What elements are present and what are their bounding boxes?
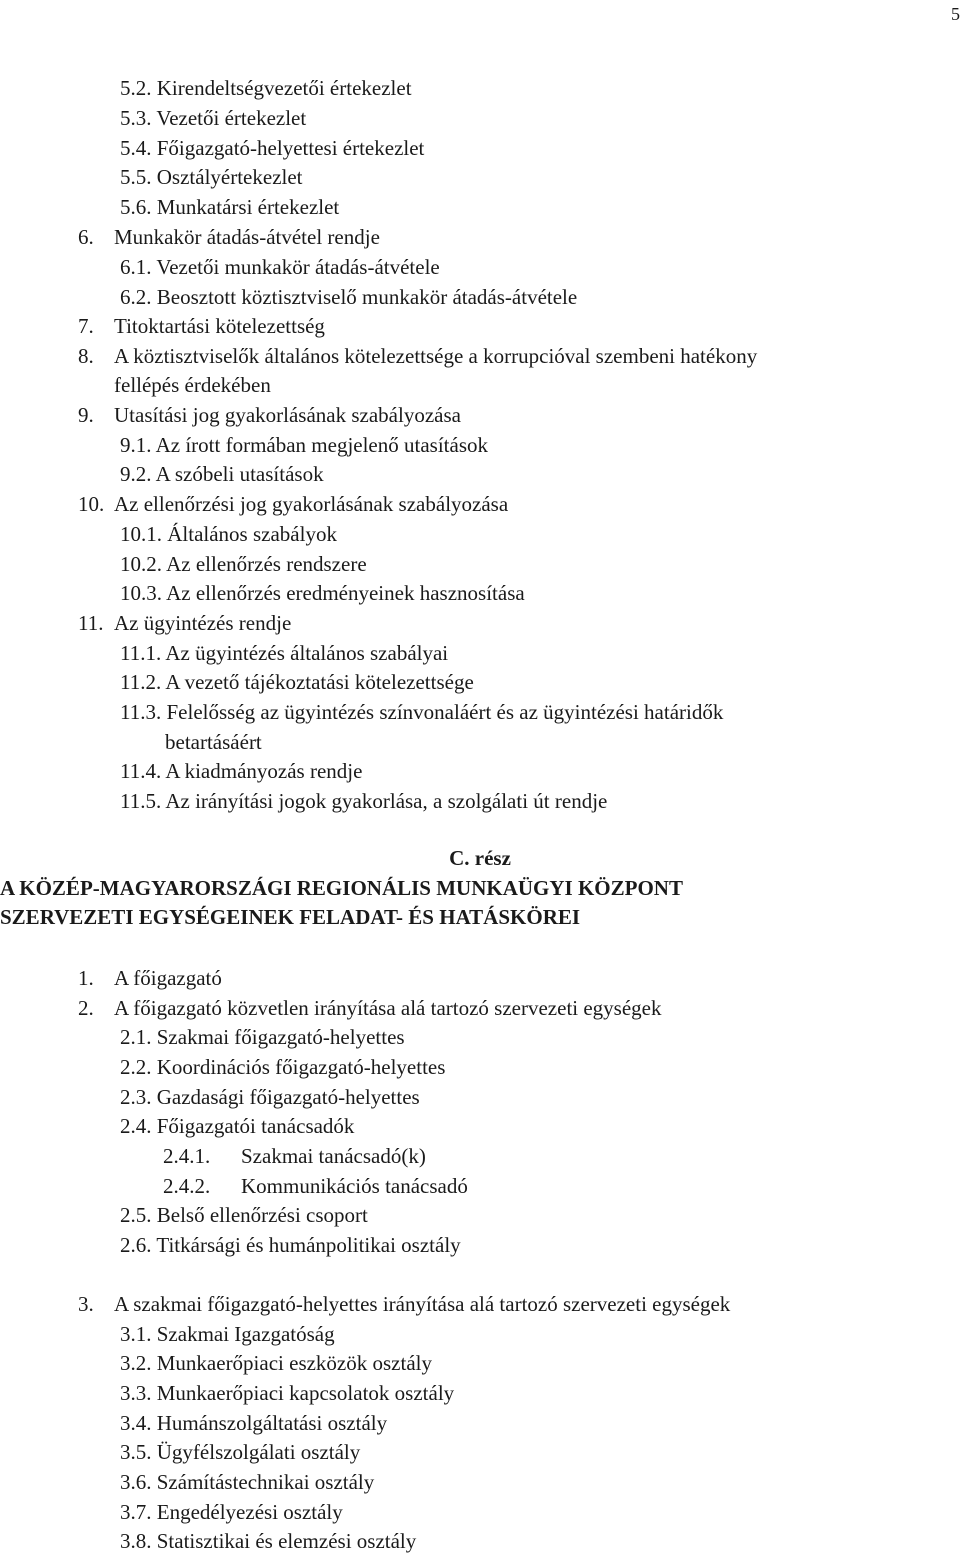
toc-line	[78, 343, 757, 369]
toc-line-text: Főigazgató-helyettesi értekezlet	[156, 136, 425, 160]
toc-line-text: Az írott formában megjelenő utasítások	[155, 433, 488, 457]
org-line-text: Munkaerőpiaci kapcsolatok osztály	[156, 1381, 455, 1405]
org-line-text: Kommunikációs tanácsadó	[241, 1174, 468, 1198]
toc-line	[120, 551, 367, 577]
toc-line-text: Titoktartási kötelezettség	[114, 314, 325, 338]
org-line	[120, 1528, 416, 1554]
toc-line-number: 5.5.	[120, 165, 152, 189]
toc-line-number: 6.	[78, 225, 94, 249]
toc-line-number: 9.	[78, 403, 94, 427]
org-line-number: 3.5.	[120, 1440, 152, 1464]
toc-line-number: 9.1.	[120, 433, 152, 457]
toc-line	[78, 610, 291, 636]
toc-line-number: 10.3.	[120, 581, 162, 605]
org-line-text: Ügyfélszolgálati osztály	[156, 1440, 361, 1464]
org-line-number: 1.	[78, 966, 94, 990]
toc-line-number: 5.6.	[120, 195, 152, 219]
org-line	[163, 1173, 468, 1199]
toc-line-number: 8.	[78, 344, 94, 368]
toc-line	[120, 580, 525, 606]
org-line-number: 2.4.	[120, 1114, 152, 1138]
toc-line-text: A kiadmányozás rendje	[165, 759, 363, 783]
toc-line-text: Kirendeltségvezetői értekezlet	[156, 76, 412, 100]
org-line-number: 2.4.2.	[163, 1174, 211, 1198]
part-title: C. rész	[449, 846, 511, 870]
toc-line	[78, 313, 325, 339]
toc-line	[120, 521, 337, 547]
org-line-text: A főigazgató közvetlen irányítása alá tartozó szervezeti egységek	[114, 996, 662, 1020]
toc-line	[114, 372, 271, 398]
toc-line	[120, 788, 607, 814]
org-line	[78, 995, 662, 1021]
toc-line-number: 11.1.	[120, 641, 162, 665]
org-line-number: 2.3.	[120, 1085, 152, 1109]
org-line	[120, 1113, 354, 1139]
toc-line	[120, 254, 440, 280]
org-line-text: Humánszolgáltatási osztály	[156, 1411, 388, 1435]
org-line-number: 2.5.	[120, 1203, 152, 1227]
org-line	[120, 1054, 445, 1080]
org-line	[120, 1499, 343, 1525]
toc-line-number: 11.	[78, 611, 104, 635]
toc-line-text: Munkatársi értekezlet	[156, 195, 340, 219]
org-line-text: Szakmai tanácsadó(k)	[241, 1144, 426, 1168]
toc-line	[78, 224, 380, 250]
org-line-text: Koordinációs főigazgató-helyettes	[156, 1055, 446, 1079]
toc-line-text: Általános szabályok	[167, 522, 337, 546]
org-line-number: 3.7.	[120, 1500, 152, 1524]
toc-line-text: A vezető tájékoztatási kötelezettsége	[165, 670, 474, 694]
part-heading-line-2: SZERVEZETI EGYSÉGEINEK FELADAT- ÉS HATÁSKÖREI	[0, 905, 581, 929]
org-line-text: A szakmai főigazgató-helyettes irányítása alá tartozó szervezeti egységek	[114, 1292, 731, 1316]
org-line-text: Szakmai főigazgató-helyettes	[156, 1025, 405, 1049]
org-line-number: 3.4.	[120, 1411, 152, 1435]
org-line-number: 3.1.	[120, 1322, 152, 1346]
org-line-text: Titkársági és humánpolitikai osztály	[156, 1233, 461, 1257]
toc-line	[78, 491, 508, 517]
org-line-number: 2.4.1.	[163, 1144, 211, 1168]
toc-line	[120, 669, 474, 695]
org-line	[120, 1410, 387, 1436]
org-line-number: 2.	[78, 996, 94, 1020]
toc-line	[120, 640, 448, 666]
org-line-number: 3.6.	[120, 1470, 152, 1494]
toc-line-text: A köztisztviselők általános kötelezettsége a korrupcióval szembeni hatékony	[114, 344, 758, 368]
toc-line-number: 7.	[78, 314, 94, 338]
toc-line-text: Munkakör átadás-átvétel rendje	[114, 225, 380, 249]
org-line-number: 3.8.	[120, 1529, 152, 1553]
toc-line	[78, 402, 461, 428]
org-line-number: 2.2.	[120, 1055, 152, 1079]
org-line	[120, 1350, 432, 1376]
toc-line-number: 11.2.	[120, 670, 162, 694]
org-line-text: Statisztikai és elemzési osztály	[156, 1529, 417, 1553]
toc-line-number: 11.3.	[120, 700, 162, 724]
toc-line-text: Felelősség az ügyintézés színvonaláért és az ügyintézési határidők	[166, 700, 724, 724]
toc-line-text: Osztályértekezlet	[156, 165, 303, 189]
part-heading-line-1: A KÖZÉP-MAGYARORSZÁGI REGIONÁLIS MUNKAÜGYI KÖZPONT	[0, 876, 683, 900]
toc-line-number: 6.1.	[120, 255, 152, 279]
toc-line-text: Az ügyintézés általános szabályai	[165, 641, 449, 665]
toc-line	[120, 75, 412, 101]
toc-line-text: Utasítási jog gyakorlásának szabályozása	[114, 403, 461, 427]
toc-line-number: 9.2.	[120, 462, 152, 486]
org-line	[120, 1469, 374, 1495]
org-line-number: 3.	[78, 1292, 94, 1316]
toc-line-number: 10.	[78, 492, 105, 516]
toc-line-text: Vezetői értekezlet	[156, 106, 307, 130]
toc-line-number: 5.3.	[120, 106, 152, 130]
toc-line-text: Az ellenőrzési jog gyakorlásának szabályozása	[114, 492, 509, 516]
org-line-text: Engedélyezési osztály	[156, 1500, 343, 1524]
page-number: 5	[951, 4, 960, 24]
toc-line-number: 5.2.	[120, 76, 152, 100]
org-line	[120, 1232, 461, 1258]
org-line	[120, 1439, 360, 1465]
toc-line	[120, 284, 577, 310]
org-line	[120, 1380, 454, 1406]
toc-line-number: 5.4.	[120, 136, 152, 160]
toc-line	[120, 758, 362, 784]
toc-line	[120, 461, 324, 487]
toc-line-text: fellépés érdekében	[114, 373, 271, 397]
org-line	[120, 1321, 335, 1347]
toc-line-text: Vezetői munkakör átadás-átvétele	[156, 255, 440, 279]
toc-line-text: Az irányítási jogok gyakorlása, a szolgálati út rendje	[165, 789, 608, 813]
org-line	[120, 1084, 420, 1110]
org-line-text: Munkaerőpiaci eszközök osztály	[156, 1351, 432, 1375]
org-line-text: Számítástechnikai osztály	[156, 1470, 375, 1494]
toc-line	[120, 135, 424, 161]
toc-line-text: betartásáért	[165, 730, 262, 754]
toc-line	[120, 432, 488, 458]
org-line	[120, 1024, 405, 1050]
toc-line-number: 6.2.	[120, 285, 152, 309]
org-line-number: 3.3.	[120, 1381, 152, 1405]
org-line	[163, 1143, 426, 1169]
org-line	[78, 1291, 730, 1317]
toc-line-number: 10.1.	[120, 522, 162, 546]
toc-line-number: 11.5.	[120, 789, 162, 813]
org-line	[78, 965, 222, 991]
toc-line	[120, 699, 723, 725]
org-line-text: Főigazgatói tanácsadók	[156, 1114, 355, 1138]
toc-line	[120, 194, 339, 220]
toc-line	[120, 105, 306, 131]
org-line-text: Gazdasági főigazgató-helyettes	[156, 1085, 420, 1109]
org-line-number: 2.1.	[120, 1025, 152, 1049]
toc-line-number: 11.4.	[120, 759, 162, 783]
org-line-text: Belső ellenőrzési csoport	[156, 1203, 368, 1227]
toc-line-text: Az ellenőrzés rendszere	[166, 552, 367, 576]
toc-line	[165, 729, 262, 755]
toc-line-number: 10.2.	[120, 552, 162, 576]
toc-line-text: Az ellenőrzés eredményeinek hasznosítása	[166, 581, 525, 605]
toc-line-text: A szóbeli utasítások	[155, 462, 324, 486]
toc-line	[120, 164, 303, 190]
org-line	[120, 1202, 368, 1228]
toc-line-text: Beosztott köztisztviselő munkakör átadás-átvétele	[156, 285, 578, 309]
toc-line-text: Az ügyintézés rendje	[114, 611, 292, 635]
org-line-number: 2.6.	[120, 1233, 152, 1257]
org-line-text: A főigazgató	[114, 966, 222, 990]
org-line-number: 3.2.	[120, 1351, 152, 1375]
org-line-text: Szakmai Igazgatóság	[156, 1322, 335, 1346]
